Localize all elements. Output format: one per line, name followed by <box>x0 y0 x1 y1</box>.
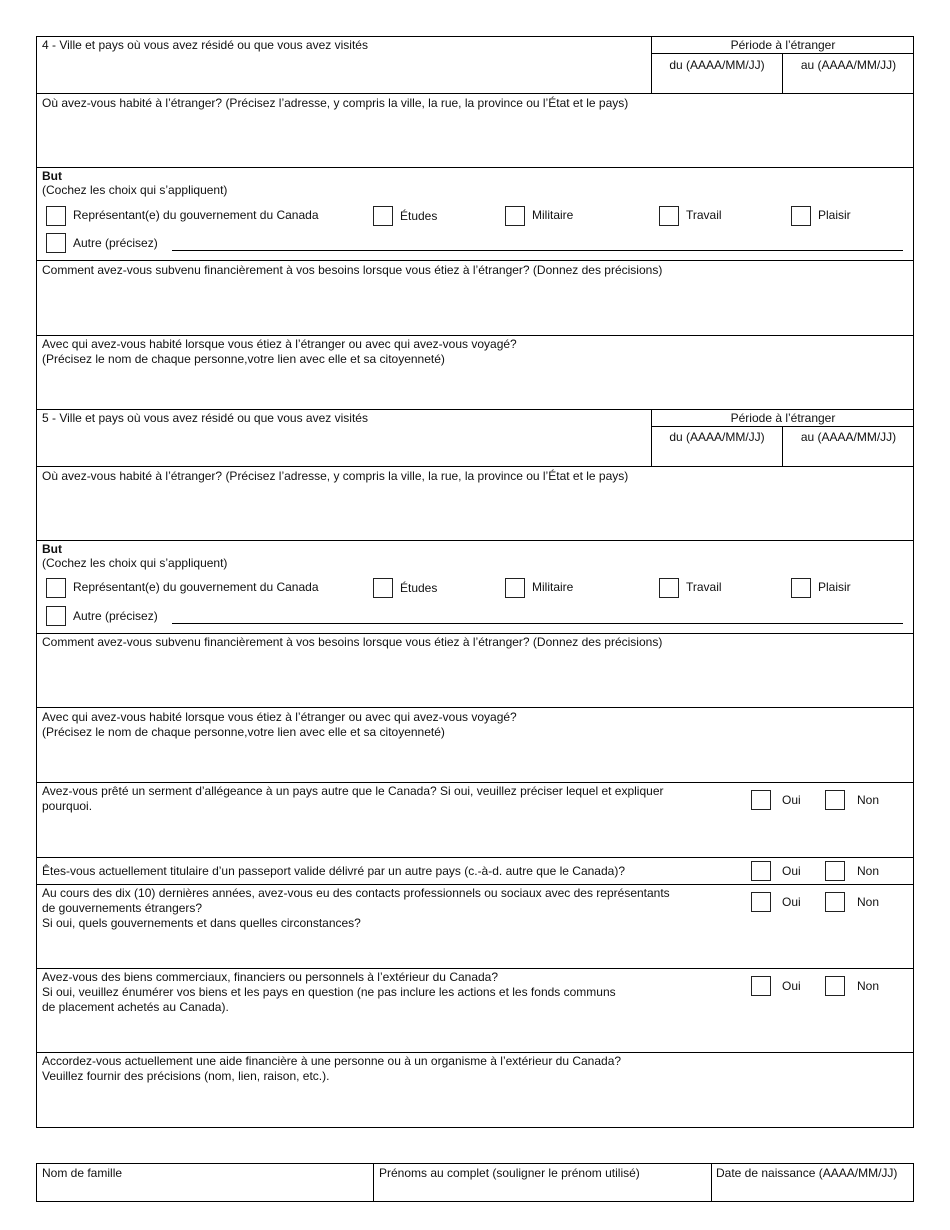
b5-checkbox-pleasure[interactable] <box>791 578 811 598</box>
b4-finance-field[interactable] <box>37 280 913 334</box>
b4-from-field[interactable] <box>652 74 782 92</box>
b4-companions-q1: Avec qui avez-vous habité lorsque vous étiez à l’étranger ou avec qui avez-vous voyagé? <box>42 337 517 351</box>
footer-given-names-field[interactable] <box>374 1182 710 1201</box>
b4-purpose-note: (Cochez les choix qui s’appliquent) <box>42 183 228 197</box>
b5-checkbox-work[interactable] <box>659 578 679 598</box>
b5-city-country-field[interactable] <box>37 427 650 465</box>
b5-from-label: du (AAAA/MM/JJ) <box>669 430 765 444</box>
footer-surname-label: Nom de famille <box>42 1166 123 1180</box>
b4-label-studies: Études <box>400 209 438 223</box>
allegiance-oui-checkbox[interactable] <box>751 790 771 810</box>
contacts-question-line1: Au cours des dix (10) dernières années, avez-vous eu des contacts professionnels ou sociaux avec des représentants <box>42 886 670 900</box>
b5-label-pleasure: Plaisir <box>818 580 851 594</box>
b4-divider-3 <box>36 260 914 261</box>
footer-dob-label: Date de naissance (AAAA/MM/JJ) <box>716 1166 898 1180</box>
assets-non-checkbox[interactable] <box>825 976 845 996</box>
b4-companions-field[interactable] <box>37 368 913 408</box>
footer-surname-field[interactable] <box>37 1182 372 1201</box>
q-divider-allegiance <box>36 782 914 783</box>
b5-address-question: Où avez-vous habité à l’étranger? (Précisez l’adresse, y compris la ville, la rue, la province ou l’État et le pays) <box>42 469 629 483</box>
b4-header: 4 - Ville et pays où vous avez résidé ou que vous avez visités <box>42 38 368 52</box>
assets-question-line3: de placement achetés au Canada). <box>42 1000 229 1014</box>
b5-companions-q2: (Précisez le nom de chaque personne,votre lien avec elle et sa citoyenneté) <box>42 725 445 739</box>
b5-checkbox-studies[interactable] <box>373 578 393 598</box>
b5-address-field[interactable] <box>37 485 913 539</box>
aid-answer-field[interactable] <box>37 1085 913 1127</box>
assets-question-line2: Si oui, veuillez énumérer vos biens et les pays en question (ne pas inclure les actions et les fonds communs <box>42 985 616 999</box>
b5-checkbox-military[interactable] <box>505 578 525 598</box>
assets-answer-field[interactable] <box>37 1016 913 1051</box>
b5-purpose-title: But <box>42 542 62 556</box>
passport-oui-label: Oui <box>782 864 801 878</box>
b5-divider-4 <box>36 707 914 708</box>
contacts-oui-checkbox[interactable] <box>751 892 771 912</box>
allegiance-non-checkbox[interactable] <box>825 790 845 810</box>
b4-city-country-field[interactable] <box>37 54 650 92</box>
contacts-oui-label: Oui <box>782 895 801 909</box>
b5-companions-field[interactable] <box>37 741 913 781</box>
b5-label-work: Travail <box>686 580 722 594</box>
b4-address-question: Où avez-vous habité à l’étranger? (Précisez l’adresse, y compris la ville, la rue, la province ou l’État et le pays) <box>42 96 629 110</box>
assets-question-line1: Avez-vous des biens commerciaux, financiers ou personnels à l’extérieur du Canada? <box>42 970 499 984</box>
b4-label-work: Travail <box>686 208 722 222</box>
assets-oui-label: Oui <box>782 979 801 993</box>
q-divider-assets <box>36 968 914 969</box>
b4-checkbox-other[interactable] <box>46 233 66 253</box>
b5-label-other: Autre (précisez) <box>73 609 158 623</box>
b5-checkbox-other[interactable] <box>46 606 66 626</box>
allegiance-answer-field[interactable] <box>37 816 913 856</box>
b4-checkbox-studies[interactable] <box>373 206 393 226</box>
b4-checkbox-gov[interactable] <box>46 206 66 226</box>
allegiance-question-line1: Avez-vous prêté un serment d’allégeance à un pays autre que le Canada? Si oui, veuillez préciser lequel et expliquer <box>42 784 664 798</box>
allegiance-question-line2: pourquoi. <box>42 799 93 813</box>
b4-label-gov: Représentant(e) du gouvernement du Canada <box>73 208 319 222</box>
b5-top-divider <box>36 409 914 410</box>
b4-period-title: Période à l’étranger <box>730 38 836 52</box>
b4-divider-2 <box>36 167 914 168</box>
b4-label-other: Autre (précisez) <box>73 236 158 250</box>
b5-other-line[interactable] <box>172 623 903 624</box>
b5-checkbox-gov[interactable] <box>46 578 66 598</box>
contacts-question-line3: Si oui, quels gouvernements et dans quelles circonstances? <box>42 916 361 930</box>
b4-checkbox-pleasure[interactable] <box>791 206 811 226</box>
b4-checkbox-military[interactable] <box>505 206 525 226</box>
b5-to-field[interactable] <box>783 447 914 465</box>
b5-header: 5 - Ville et pays où vous avez résidé ou que vous avez visités <box>42 411 368 425</box>
allegiance-oui-label: Oui <box>782 793 801 807</box>
b4-companions-q2: (Précisez le nom de chaque personne,votre lien avec elle et sa citoyenneté) <box>42 352 445 366</box>
passport-non-checkbox[interactable] <box>825 861 845 881</box>
b5-from-field[interactable] <box>652 447 782 465</box>
b5-label-studies: Études <box>400 581 438 595</box>
footer-dob-field[interactable] <box>712 1182 913 1201</box>
b5-companions-q1: Avec qui avez-vous habité lorsque vous étiez à l’étranger ou avec qui avez-vous voyagé? <box>42 710 517 724</box>
b4-checkbox-work[interactable] <box>659 206 679 226</box>
assets-non-label: Non <box>857 979 880 993</box>
b5-divider-1 <box>36 466 914 467</box>
b5-period-title: Période à l’étranger <box>730 411 836 425</box>
contacts-non-checkbox[interactable] <box>825 892 845 912</box>
allegiance-non-label: Non <box>857 793 880 807</box>
passport-non-label: Non <box>857 864 880 878</box>
b4-divider-1 <box>36 93 914 94</box>
aid-question-line2: Veuillez fournir des précisions (nom, lien, raison, etc.). <box>42 1069 330 1083</box>
b4-label-pleasure: Plaisir <box>818 208 851 222</box>
b5-label-gov: Représentant(e) du gouvernement du Canada <box>73 580 319 594</box>
assets-oui-checkbox[interactable] <box>751 976 771 996</box>
contacts-non-label: Non <box>857 895 880 909</box>
b5-label-military: Militaire <box>532 580 574 594</box>
q-divider-aid <box>36 1052 914 1053</box>
q-divider-contacts <box>36 884 914 885</box>
b5-divider-2 <box>36 540 914 541</box>
passport-question: Êtes-vous actuellement titulaire d’un passeport valide délivré par un autre pays (c.-à-d. autre que le Canada)? <box>42 864 625 878</box>
b5-finance-question: Comment avez-vous subvenu financièrement à vos besoins lorsque vous étiez à l’étranger? (Donnez des précisions) <box>42 635 663 649</box>
b5-finance-field[interactable] <box>37 652 913 706</box>
b4-purpose-title: But <box>42 169 62 183</box>
b4-from-label: du (AAAA/MM/JJ) <box>669 58 765 72</box>
b5-divider-3 <box>36 633 914 634</box>
b4-divider-4 <box>36 335 914 336</box>
contacts-question-line2: de gouvernements étrangers? <box>42 901 203 915</box>
b4-to-field[interactable] <box>783 74 914 92</box>
contacts-answer-field[interactable] <box>37 932 913 967</box>
b4-label-military: Militaire <box>532 208 574 222</box>
b4-to-label: au (AAAA/MM/JJ) <box>800 58 897 72</box>
aid-question-line1: Accordez-vous actuellement une aide financière à une personne ou à un organisme à l’extérieur du Canada? <box>42 1054 622 1068</box>
b4-finance-question: Comment avez-vous subvenu financièrement à vos besoins lorsque vous étiez à l’étranger? (Donnez des précisions) <box>42 263 663 277</box>
b4-other-line[interactable] <box>172 250 903 251</box>
b5-purpose-note: (Cochez les choix qui s’appliquent) <box>42 556 228 570</box>
q-divider-passport <box>36 857 914 858</box>
b4-address-field[interactable] <box>37 112 913 166</box>
b5-to-label: au (AAAA/MM/JJ) <box>800 430 897 444</box>
footer-given-names-label: Prénoms au complet (souligner le prénom utilisé) <box>379 1166 640 1180</box>
passport-oui-checkbox[interactable] <box>751 861 771 881</box>
